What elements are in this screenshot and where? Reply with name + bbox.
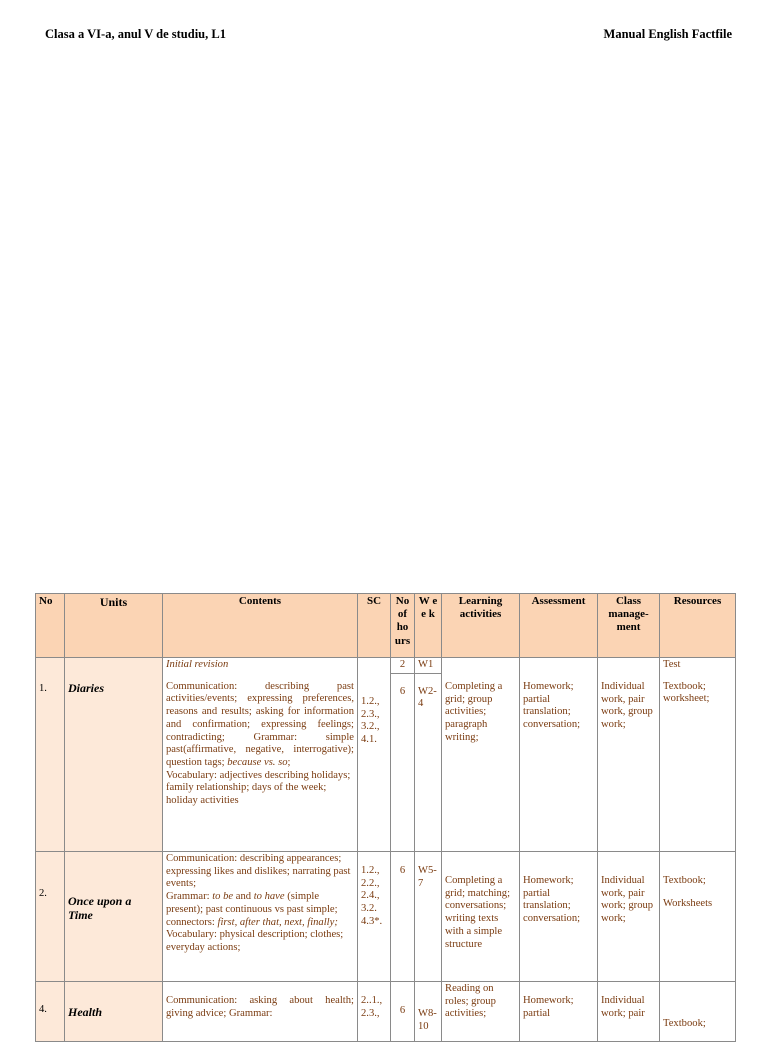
week-value: W5-7 (418, 865, 437, 889)
contents-text: Communication: describing past activities/events; expressing preferences, reasons and results; asking for information and confirmation; expressing feelings; contradicting; Grammar: simple past(affirmative, negative, interrogative); question tags; because vs. so; (166, 680, 354, 768)
row-number: 4. (39, 1004, 47, 1015)
unit-name: Diaries (68, 681, 104, 695)
learning-activities: Reading on roles; group activities; (445, 983, 496, 1020)
col-header-contents: Contents (163, 594, 358, 658)
row-number: 2. (39, 888, 47, 899)
sc-values: 2..1., 2.3., (361, 995, 383, 1019)
assessment-value: Homework; partial (523, 995, 574, 1019)
revision-label: Initial revision (166, 659, 229, 670)
table-row (36, 852, 736, 982)
row-number: 1. (39, 683, 47, 694)
col-header-sc: SC (358, 594, 391, 658)
col-header-learning: Learning activities (442, 594, 520, 658)
class-management-value: Individual work, pair work; group work; (601, 875, 654, 925)
col-header-no: No (36, 594, 65, 658)
class-management-value: Individual work, pair work, group work; (601, 681, 653, 731)
col-header-assessment: Assessment (520, 594, 598, 658)
hours-value: 6 (399, 865, 406, 876)
class-management-value: Individual work; pair (601, 995, 645, 1019)
sc-values: 1.2., 2.3., 3.2., 4.1. (361, 696, 380, 746)
hours-value: 6 (399, 685, 406, 697)
contents-text: Communication: asking about health; giving advice; Grammar: (166, 995, 354, 1019)
resources-value: Textbook; worksheet; (663, 680, 710, 705)
revision-hours: 2 (391, 658, 414, 674)
assessment-value: Homework; partial translation; conversation; (523, 681, 581, 731)
week-value: W8-10 (418, 1008, 437, 1032)
unit-name: Health (68, 1005, 103, 1019)
col-header-week: W e e k (415, 594, 442, 658)
resources-textbook: Textbook; (663, 875, 706, 886)
contents-vocabulary: Vocabulary: physical description; clothes; everyday actions; (166, 929, 344, 953)
revision-resources: Test (663, 659, 681, 670)
table-row (36, 658, 736, 852)
col-header-hours: No of ho urs (391, 594, 415, 658)
learning-activities: Completing a grid; matching; conversations; writing texts with a simple structure (445, 875, 511, 950)
table-row (36, 982, 736, 1042)
resources-value: Textbook; (663, 1018, 706, 1029)
hours-value: 6 (399, 1005, 406, 1016)
col-header-class-management: Class manage-ment (598, 594, 660, 658)
contents-communication: Communication: describing appearances; expressing likes and dislikes; narrating past events; (166, 853, 351, 890)
sc-values: 1.2., 2.2., 2.4., 3.2. 4.3*. (361, 865, 383, 927)
header-left: Clasa a VI-a, anul V de studiu, L1 (45, 27, 226, 41)
header-right: Manual English Factfile (603, 27, 732, 41)
assessment-value: Homework; partial translation; conversation; (523, 875, 581, 925)
col-header-resources: Resources (660, 594, 736, 658)
table-header-row (36, 594, 736, 658)
contents-vocabulary: Vocabulary: adjectives describing holidays; family relationship; days of the week; holiday activities (166, 769, 351, 807)
contents-grammar: Grammar: to be and to have (simple present); past continuous vs past simple; connectors: first, after that, next, finally; (166, 891, 338, 928)
col-header-units: Units (65, 594, 163, 658)
learning-activities: Completing a grid; group activities; paragraph writing; (445, 681, 503, 743)
unit-name: Once upon a Time (68, 894, 132, 923)
resources-worksheets: Worksheets (663, 897, 713, 909)
lesson-plan-table (35, 593, 736, 1042)
revision-week: W1 (415, 658, 441, 674)
week-value: W2-4 (418, 685, 437, 710)
